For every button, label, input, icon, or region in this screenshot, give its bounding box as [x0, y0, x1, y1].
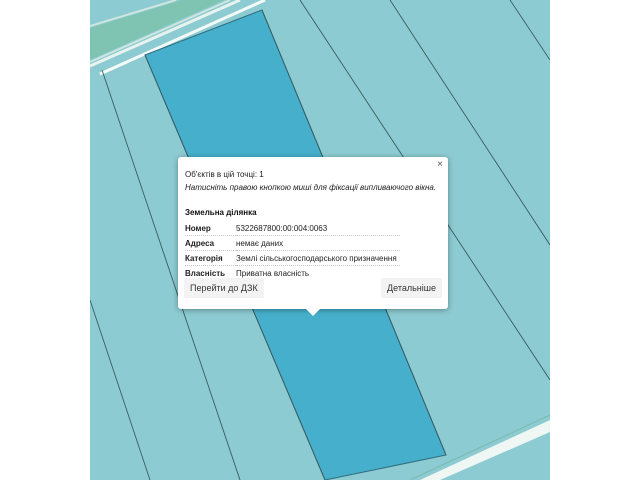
attribute-value: Землі сільськогосподарського призначення [236, 251, 400, 266]
feature-info-popup [178, 157, 448, 309]
section-title: Земельна ділянка [185, 208, 257, 217]
table-row [185, 251, 400, 266]
table-row [185, 221, 400, 236]
attribute-key: Адреса [185, 236, 236, 251]
popup-hint: Натисніть правою кнопкою миші для фіксації випливаючого вікна. [185, 183, 437, 192]
attribute-key: Категорія [185, 251, 236, 266]
close-icon[interactable]: × [437, 159, 443, 170]
attribute-value: 5322687800:00:004:0063 [236, 221, 400, 236]
attribute-value: Приватна власність [236, 268, 310, 278]
attributes-table [185, 221, 400, 280]
attribute-value: немає даних [236, 236, 400, 251]
popup-tip [306, 309, 320, 316]
attribute-key: Номер [185, 221, 236, 236]
attribute-key: Власність [185, 268, 226, 278]
table-row [185, 236, 400, 251]
details-button[interactable]: Детальніше [381, 278, 442, 298]
go-to-dzk-button[interactable]: Перейти до ДЗК [184, 278, 264, 298]
objects-count: Об'єктів в цій точці: 1 [185, 170, 264, 179]
